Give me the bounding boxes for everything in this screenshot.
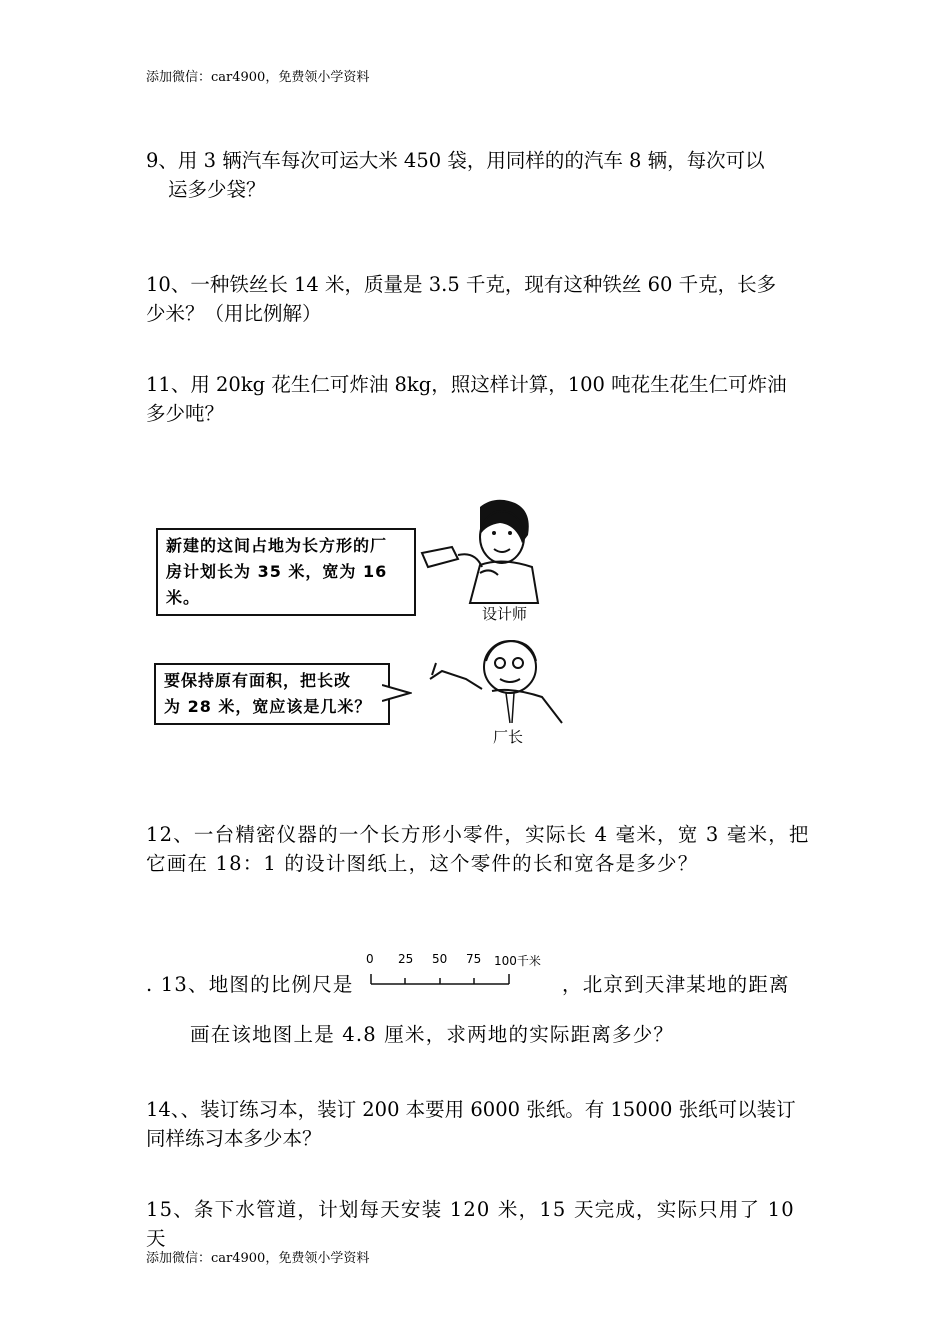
question-15-line1: 15、条下水管道，计划每天安装 120 米，15 天完成，实际只用了 10 天	[146, 1198, 795, 1250]
designer-figure	[420, 495, 560, 605]
bubble1-line2: 房计划长为 35 米，宽为 16 米。	[166, 562, 388, 607]
question-9-line1: 9、用 3 辆汽车每次可运大米 450 袋，用同样的的汽车 8 辆，每次可以	[146, 149, 765, 172]
scale-tick-label: 100千米	[494, 954, 541, 968]
illustration	[150, 495, 600, 750]
question-10-line1: 10、一种铁丝长 14 米，质量是 3.5 千克，现有这种铁丝 60 千克，长多	[146, 273, 777, 296]
designer-speech-bubble	[156, 528, 416, 616]
scale-tick-label: 0	[366, 952, 374, 966]
scale-tick-label: 75	[466, 952, 482, 966]
page-header: 添加微信：car4900，免费领小学资料	[146, 70, 370, 85]
question-13-line2: 画在该地图上是 4.8 厘米，求两地的实际距离多少？	[190, 1023, 675, 1046]
question-13-suffix: ，北京到天津某地的距离	[562, 973, 790, 996]
scale-tick-label: 25	[398, 952, 414, 966]
director-caption: 厂长	[493, 728, 524, 746]
question-9	[146, 146, 814, 204]
question-14-line2: 同样练习本多少本？	[146, 1127, 322, 1150]
question-12-line1: 12、一台精密仪器的一个长方形小零件，实际长 4 毫米，宽 3 毫米，把	[146, 823, 810, 846]
question-10	[146, 270, 814, 328]
question-14-line1: 14、、装订练习本，装订 200 本要用 6000 张纸。有 15000 张纸可以装订	[146, 1098, 796, 1121]
bubble-pointer	[382, 681, 412, 705]
question-11-line1: 11、用 20kg 花生仁可炸油 8kg，照这样计算，100 吨花生花生仁可炸油	[146, 373, 787, 396]
question-11-line2: 多少吨？	[146, 402, 225, 425]
question-13-prefix: . 13、地图的比例尺是	[146, 973, 354, 996]
map-scale-bar	[364, 952, 554, 992]
scale-tick-label: 50	[432, 952, 448, 966]
director-speech-bubble	[154, 663, 390, 725]
page-footer: 添加微信：car4900，免费领小学资料	[146, 1251, 370, 1266]
bubble2-line1: 要保持原有面积，把长改	[164, 671, 352, 690]
bubble2-line2: 为 28 米，宽应该是几米？	[164, 697, 372, 716]
question-12-line2: 它画在 18：1 的设计图纸上，这个零件的长和宽各是多少？	[146, 852, 699, 875]
question-15	[146, 1195, 814, 1253]
director-figure	[422, 635, 592, 725]
question-12	[146, 820, 814, 878]
question-11	[146, 370, 814, 428]
question-14	[146, 1095, 814, 1153]
question-9-line2: 运多少袋？	[168, 178, 266, 201]
scale-ruler	[370, 970, 510, 986]
designer-caption: 设计师	[482, 605, 528, 623]
question-10-line2: 少米？（用比例解）	[146, 302, 322, 325]
bubble1-line1: 新建的这间占地为长方形的厂	[166, 536, 388, 555]
